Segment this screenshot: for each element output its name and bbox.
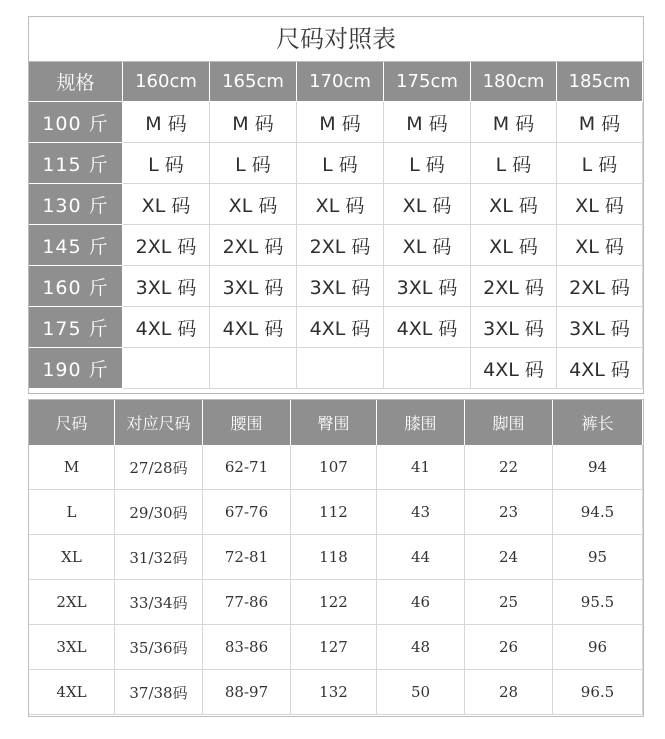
measurement-table	[28, 399, 644, 717]
table-cell: 127	[291, 625, 377, 670]
height-header: 165cm	[210, 62, 297, 102]
table-cell: 95.5	[553, 580, 643, 625]
size-chart-grid	[29, 62, 643, 389]
size-cell: XL 码	[471, 225, 557, 266]
table-cell: 28	[465, 670, 553, 715]
size-cell: L 码	[557, 143, 643, 184]
size-cell: 2XL 码	[471, 266, 557, 307]
weight-header: 145 斤	[29, 225, 123, 266]
size-cell: L 码	[123, 143, 210, 184]
size-cell: 2XL 码	[123, 225, 210, 266]
size-cell	[210, 348, 297, 389]
table-cell: 62-71	[203, 445, 291, 490]
size-cell: 4XL 码	[297, 307, 384, 348]
table-cell: 31/32码	[115, 535, 203, 580]
size-cell: XL 码	[384, 225, 471, 266]
table-cell: 46	[377, 580, 465, 625]
table-cell: 77-86	[203, 580, 291, 625]
table-cell: 43	[377, 490, 465, 535]
table-cell: 27/28码	[115, 445, 203, 490]
size-cell: 4XL 码	[471, 348, 557, 389]
size-cell: 2XL 码	[210, 225, 297, 266]
size-cell: L 码	[297, 143, 384, 184]
table-cell: 72-81	[203, 535, 291, 580]
table-cell: 29/30码	[115, 490, 203, 535]
table-cell: 96.5	[553, 670, 643, 715]
table-cell: 24	[465, 535, 553, 580]
table-cell: 67-76	[203, 490, 291, 535]
table-cell: L	[29, 490, 115, 535]
table-cell: M	[29, 445, 115, 490]
size-chart-title: 尺码对照表	[29, 17, 643, 62]
column-header: 尺码	[29, 400, 115, 445]
table-cell: 41	[377, 445, 465, 490]
table-cell: 48	[377, 625, 465, 670]
weight-header: 130 斤	[29, 184, 123, 225]
size-cell: L 码	[471, 143, 557, 184]
table-cell: 96	[553, 625, 643, 670]
size-cell: M 码	[557, 102, 643, 143]
size-cell: 3XL 码	[471, 307, 557, 348]
column-header: 膝围	[377, 400, 465, 445]
table-cell: 3XL	[29, 625, 115, 670]
size-cell: M 码	[297, 102, 384, 143]
size-cell: XL 码	[123, 184, 210, 225]
size-cell: 4XL 码	[210, 307, 297, 348]
size-cell: 3XL 码	[123, 266, 210, 307]
height-header: 185cm	[557, 62, 643, 102]
table-cell: 107	[291, 445, 377, 490]
size-cell: XL 码	[557, 184, 643, 225]
weight-header: 175 斤	[29, 307, 123, 348]
table-cell: 44	[377, 535, 465, 580]
table-cell: 83-86	[203, 625, 291, 670]
weight-header: 115 斤	[29, 143, 123, 184]
table-cell: 118	[291, 535, 377, 580]
table-cell: 94	[553, 445, 643, 490]
size-cell: 3XL 码	[384, 266, 471, 307]
size-cell: L 码	[384, 143, 471, 184]
size-cell: 4XL 码	[557, 348, 643, 389]
table-cell: 95	[553, 535, 643, 580]
table-cell: 132	[291, 670, 377, 715]
table-cell: XL	[29, 535, 115, 580]
size-cell: 4XL 码	[123, 307, 210, 348]
height-header: 175cm	[384, 62, 471, 102]
size-cell: 3XL 码	[557, 307, 643, 348]
table-cell: 88-97	[203, 670, 291, 715]
size-cell: 2XL 码	[297, 225, 384, 266]
size-cell: XL 码	[297, 184, 384, 225]
table-cell: 25	[465, 580, 553, 625]
table-cell: 50	[377, 670, 465, 715]
column-header: 裤长	[553, 400, 643, 445]
height-header: 160cm	[123, 62, 210, 102]
table-cell: 23	[465, 490, 553, 535]
table-cell: 35/36码	[115, 625, 203, 670]
size-cell	[297, 348, 384, 389]
size-cell: 3XL 码	[297, 266, 384, 307]
weight-header: 190 斤	[29, 348, 123, 389]
column-header: 脚围	[465, 400, 553, 445]
size-cell: 2XL 码	[557, 266, 643, 307]
size-cell: 4XL 码	[384, 307, 471, 348]
size-chart-table	[28, 16, 644, 394]
table-cell: 4XL	[29, 670, 115, 715]
size-cell	[384, 348, 471, 389]
table-cell: 112	[291, 490, 377, 535]
column-header: 腰围	[203, 400, 291, 445]
table-cell: 122	[291, 580, 377, 625]
table-cell: 26	[465, 625, 553, 670]
size-cell	[123, 348, 210, 389]
size-cell: XL 码	[471, 184, 557, 225]
table-cell: 94.5	[553, 490, 643, 535]
size-cell: XL 码	[210, 184, 297, 225]
weight-header: 160 斤	[29, 266, 123, 307]
size-cell: XL 码	[557, 225, 643, 266]
table-cell: 37/38码	[115, 670, 203, 715]
size-cell: M 码	[471, 102, 557, 143]
height-header: 180cm	[471, 62, 557, 102]
size-cell: M 码	[384, 102, 471, 143]
height-header: 170cm	[297, 62, 384, 102]
size-cell: L 码	[210, 143, 297, 184]
table-cell: 2XL	[29, 580, 115, 625]
corner-header: 规格	[29, 62, 123, 102]
column-header: 臀围	[291, 400, 377, 445]
size-cell: M 码	[123, 102, 210, 143]
measurement-grid	[29, 400, 643, 715]
table-cell: 22	[465, 445, 553, 490]
column-header: 对应尺码	[115, 400, 203, 445]
size-cell: M 码	[210, 102, 297, 143]
table-cell: 33/34码	[115, 580, 203, 625]
weight-header: 100 斤	[29, 102, 123, 143]
size-cell: XL 码	[384, 184, 471, 225]
size-cell: 3XL 码	[210, 266, 297, 307]
